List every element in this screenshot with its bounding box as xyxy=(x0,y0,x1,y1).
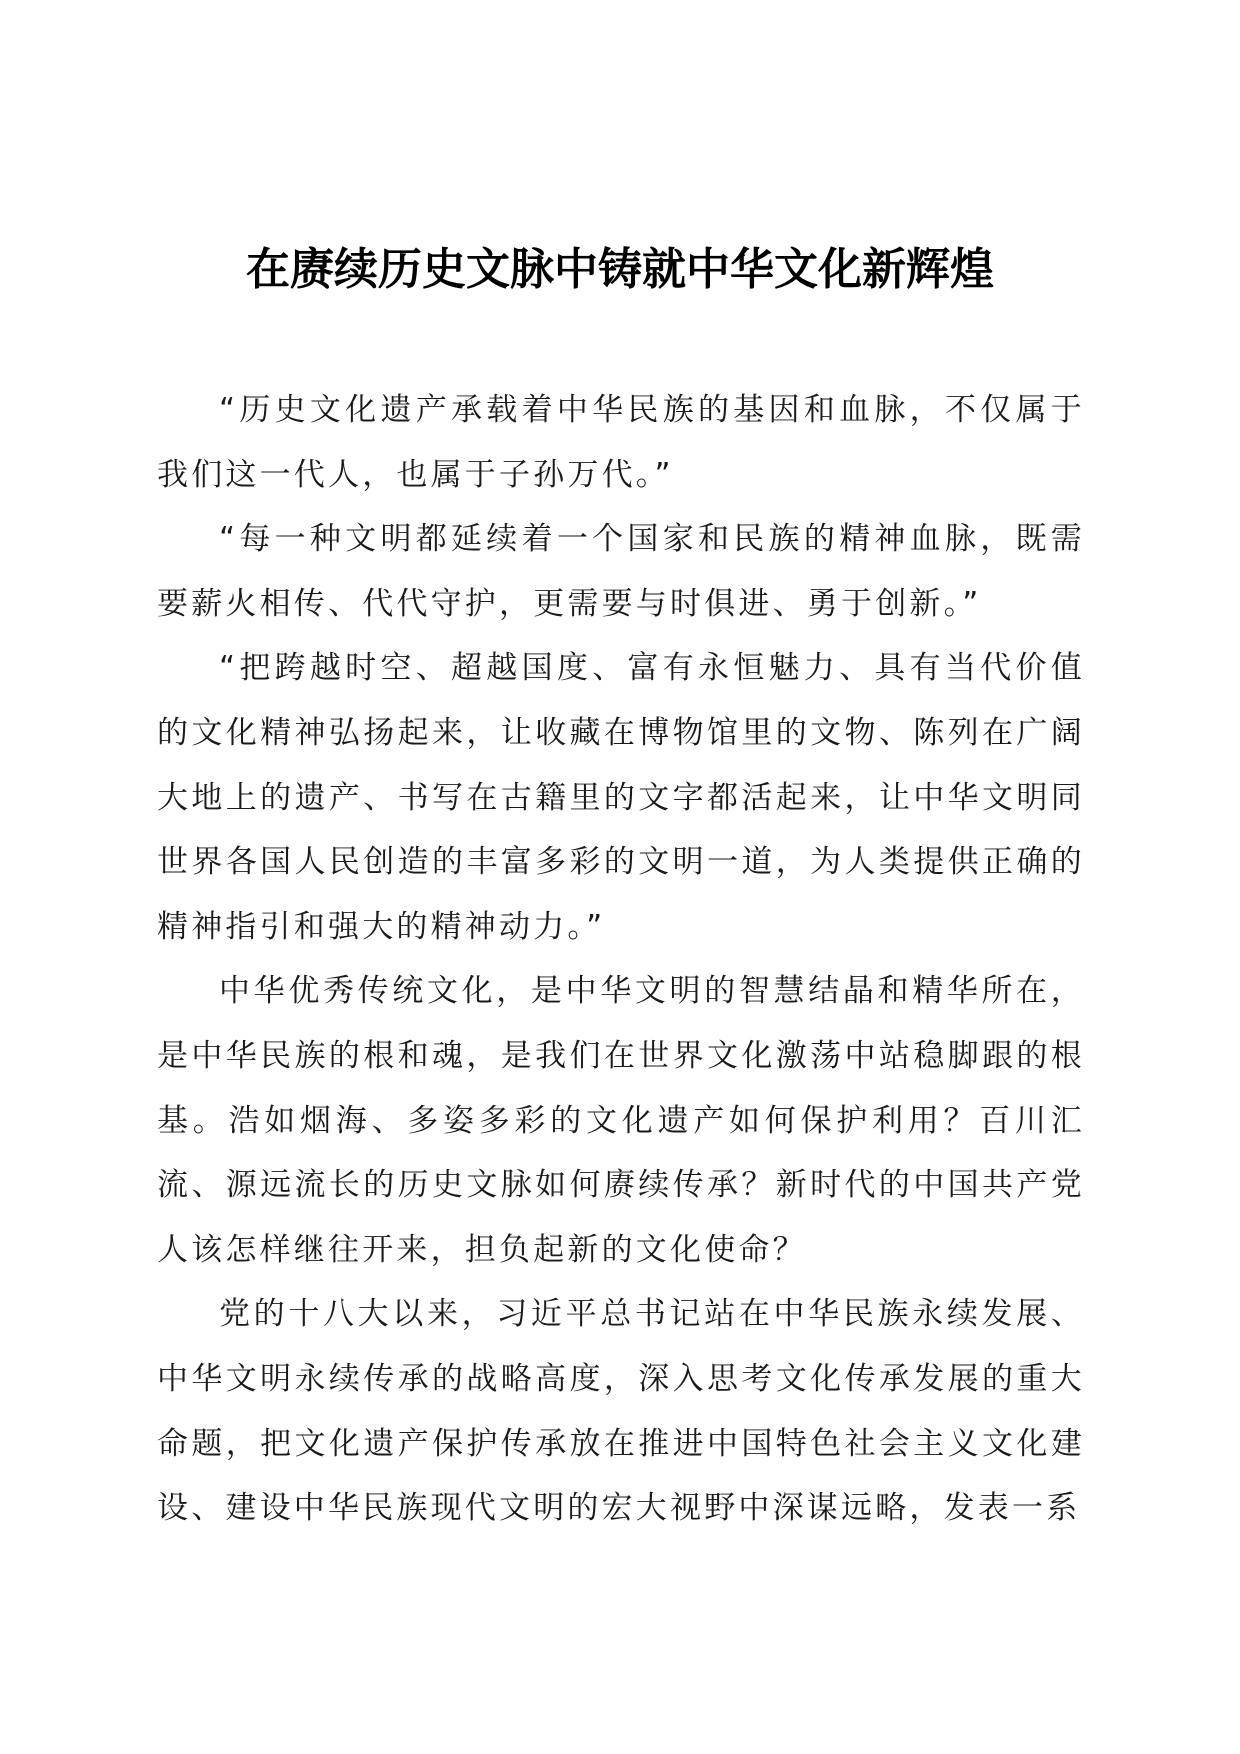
paragraph-intro: 中华优秀传统文化，是中华文明的智慧结晶和精华所在，是中华民族的根和魂，是我们在世界文化激荡中站稳脚跟的根基。浩如烟海、多姿多彩的文化遗产如何保护利用？百川汇流、源远流长的历史文脉如何赓续传承？新时代的中国共产党人该怎样继往开来，担负起新的文化使命？ xyxy=(157,973,1085,1268)
paragraph-since-18th-congress: 党的十八大以来，习近平总书记站在中华民族永续发展、中华文明永续传承的战略高度，深入思考文化传承发展的重大命题，把文化遗产保护传承放在推进中国特色社会主义文化建设、建设中华民族现代文明的宏大视野中深谋远略，发表一系 xyxy=(157,1296,1085,1527)
paragraph-quote-3: “把跨越时空、超越国度、富有永恒魅力、具有当代价值的文化精神弘扬起来，让收藏在博物馆里的文物、陈列在广阔大地上的遗产、书写在古籍里的文字都活起来，让中华文明同世界各国人民创造的丰富多彩的文明一道，为人类提供正确的精神指引和强大的精神动力。” xyxy=(157,650,1085,945)
document-title: 在赓续历史文脉中铸就中华文化新辉煌 xyxy=(246,244,994,295)
paragraph-quote-2: “每一种文明都延续着一个国家和民族的精神血脉，既需要薪火相传、代代守护，更需要与时俱进、勇于创新。” xyxy=(157,521,1085,622)
paragraph-quote-1: “历史文化遗产承载着中华民族的基因和血脉，不仅属于我们这一代人，也属于子孙万代。” xyxy=(157,392,1085,493)
document-body xyxy=(157,378,1085,1541)
